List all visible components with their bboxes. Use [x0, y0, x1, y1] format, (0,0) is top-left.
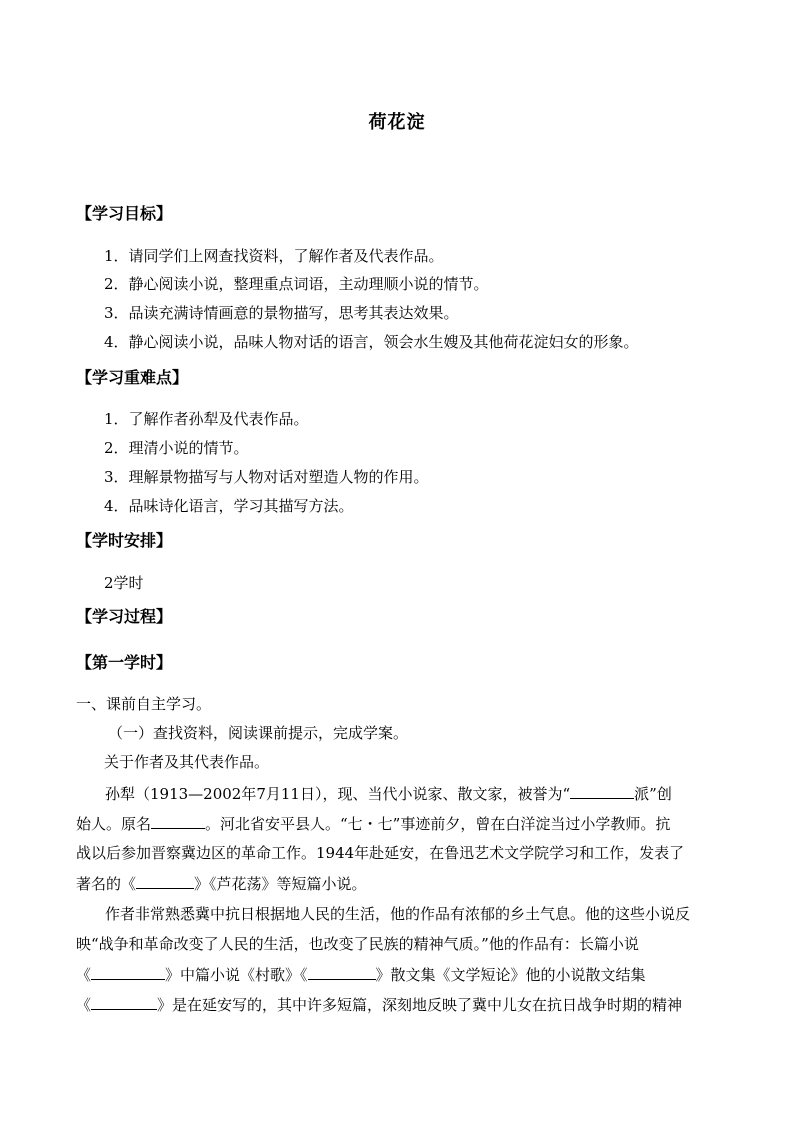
paragraph-line: 作者非常熟悉冀中抗日根据地人民的生活，他的作品有浓郁的乡土气息。他的这些小说反: [105, 905, 691, 923]
fill-blank[interactable]: [91, 964, 165, 980]
subsection-title: （一）查找资料，阅读课前提示，完成学案。: [108, 724, 409, 742]
page-title: 荷花淀: [368, 112, 426, 133]
key-points-heading: 【学习重难点】: [76, 368, 189, 387]
paragraph-line: 始人。原名 。河北省安平县人。“七・七”事迹前夕，曾在白洋淀当过小学教师。抗: [76, 815, 671, 833]
process-heading: 【学习过程】: [76, 607, 173, 626]
goal-item: 2．静心阅读小说，整理重点词语，主动理顺小说的情节。: [104, 275, 489, 293]
part-one-title: 一、课前自主学习。: [76, 695, 212, 713]
schedule-text: 2学时: [104, 574, 144, 592]
paragraph-line: 孙犁（1913—2002年7月11日），现、当代小说家、散文家，被誉为“ 派”创: [105, 785, 672, 803]
fill-blank[interactable]: [91, 994, 157, 1010]
fill-blank[interactable]: [136, 873, 194, 889]
goal-item: 3．品读充满诗情画意的景物描写，思考其表达效果。: [104, 304, 459, 322]
learning-goals-heading: 【学习目标】: [76, 204, 173, 223]
key-point-item: 3．理解景物描写与人物对话对塑造人物的作用。: [104, 468, 429, 486]
paragraph-line: 映“战争和革命改变了人民的生活，也改变了民族的精神气质。”他的作品有：长篇小说: [76, 935, 639, 953]
key-point-item: 1．了解作者孙犁及代表作品。: [104, 410, 309, 428]
fill-blank[interactable]: [308, 964, 376, 980]
about-author-line: 关于作者及其代表作品。: [104, 753, 270, 771]
paragraph-line: 战以后参加晋察冀边区的革命工作。1944年赴延安，在鲁迅艺术文学院学习和工作，发表了: [76, 844, 685, 862]
paragraph-line: 《 》是在延安写的，其中许多短篇，深刻地反映了冀中儿女在抗日战争时期的精神: [76, 996, 683, 1014]
key-point-item: 4．品味诗化语言，学习其描写方法。: [104, 497, 354, 515]
fill-blank[interactable]: [151, 813, 205, 829]
goal-item: 4．静心阅读小说，品味人物对话的语言，领会水生嫂及其他荷花淀妇女的形象。: [104, 333, 639, 351]
first-session-heading: 【第一学时】: [76, 653, 173, 672]
fill-blank[interactable]: [570, 783, 634, 799]
schedule-heading: 【学时安排】: [76, 531, 173, 550]
key-point-item: 2．理清小说的情节。: [104, 439, 249, 457]
paragraph-line: 《 》中篇小说《村歌》《 》散文集《文学短论》他的小说散文结集: [76, 966, 646, 984]
paragraph-line: 著名的《 》《芦花荡》等短篇小说。: [76, 875, 367, 893]
goal-item: 1．请同学们上网查找资料，了解作者及代表作品。: [104, 247, 444, 265]
